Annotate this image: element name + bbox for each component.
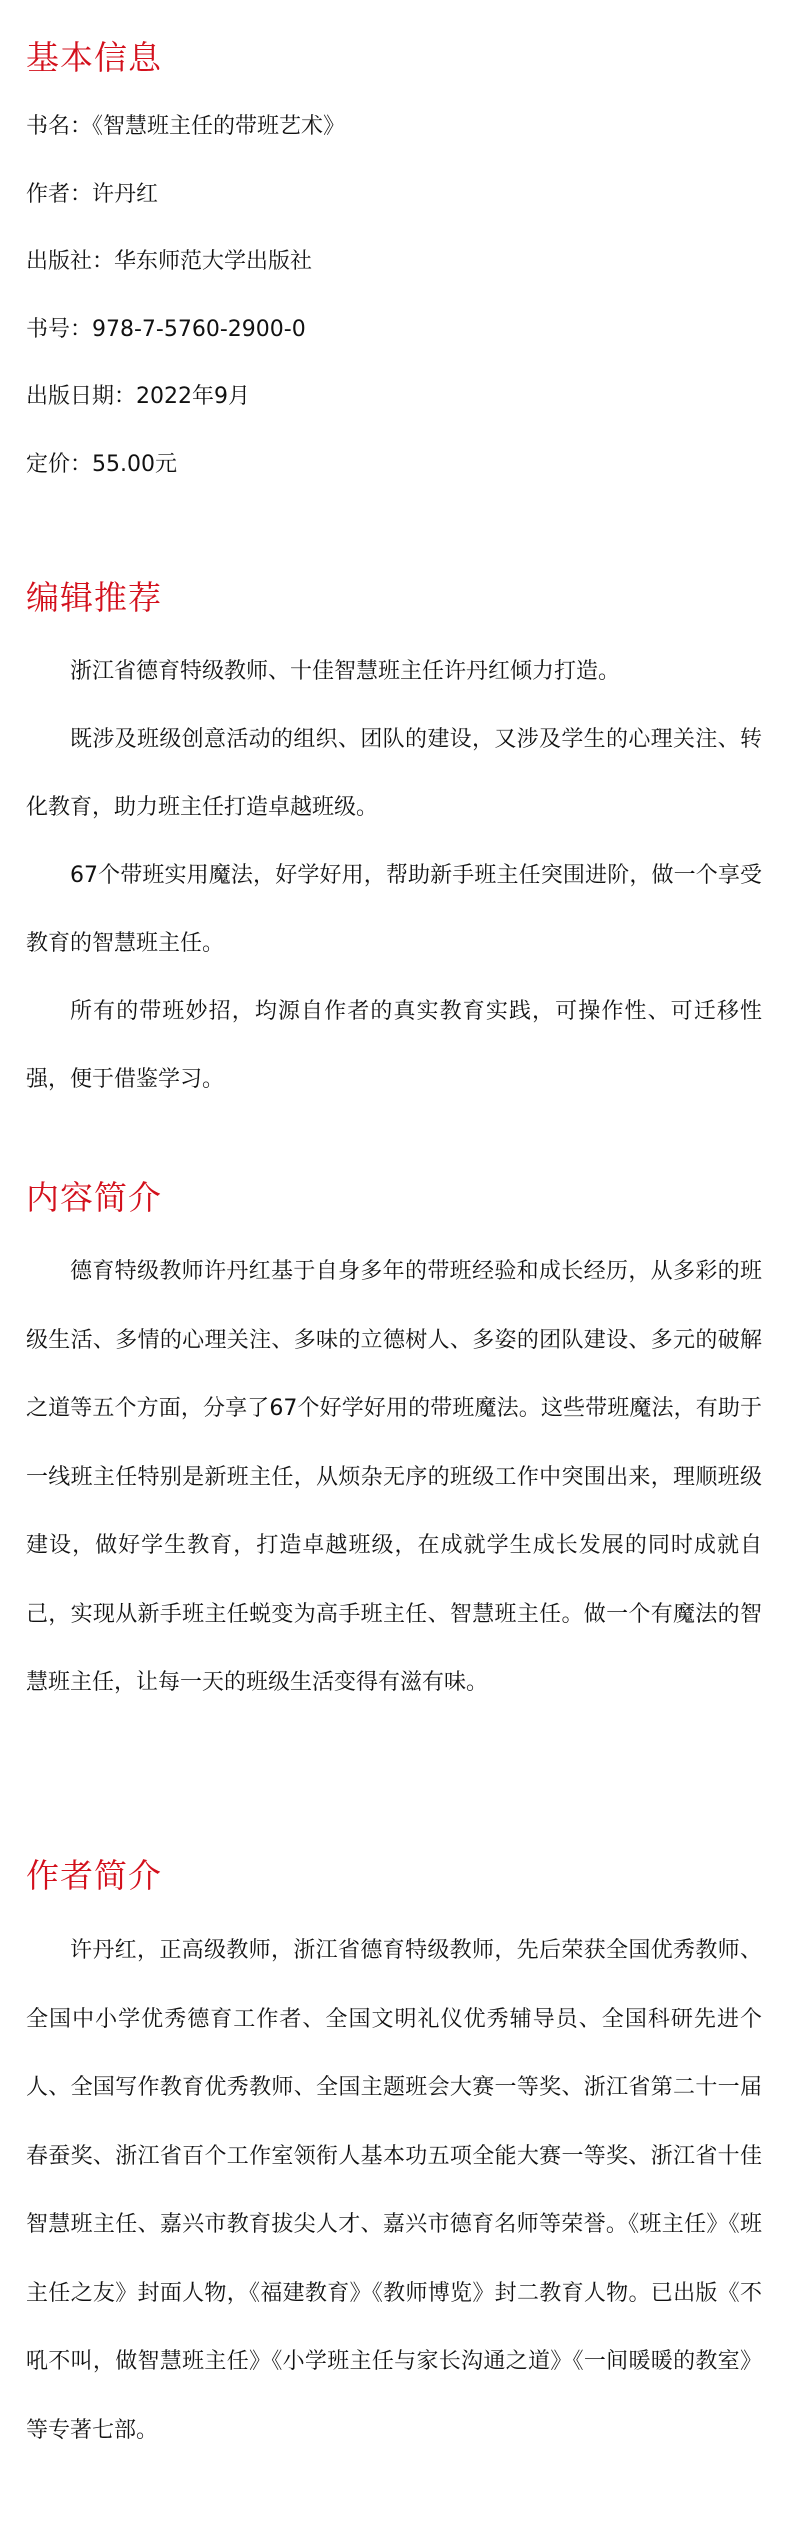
info-publisher: 出版社：华东师范大学出版社 (26, 249, 313, 274)
info-price: 定价：55.00元 (26, 452, 177, 477)
info-author: 作者：许丹红 (26, 182, 159, 207)
editor-recommend-paragraph: 所有的带班妙招，均源自作者的真实教育实践，可操作性、可迁移性强，便于借鉴学习。 (26, 999, 762, 1092)
editor-recommend-paragraph: 浙江省德育特级教师、十佳智慧班主任许丹红倾力打造。 (70, 659, 621, 684)
section-title-content-intro: 内容简介 (26, 1178, 162, 1217)
info-isbn: 书号：978-7-5760-2900-0 (26, 317, 306, 342)
section-title-basic-info: 基本信息 (26, 38, 162, 77)
editor-recommend-paragraph: 既涉及班级创意活动的组织、团队的建设，又涉及学生的心理关注、转化教育，助力班主任打造卓越班级。 (26, 727, 762, 820)
content-intro-paragraph: 德育特级教师许丹红基于自身多年的带班经验和成长经历，从多彩的班级生活、多情的心理关注、多味的立德树人、多姿的团队建设、多元的破解之道等五个方面，分享了67个好学好用的带班魔法。这些带班魔法，有助于一线班主任特别是新班主任，从烦杂无序的班级工作中突围出来，理顺班级建设，做好学生教育，打造卓越班级，在成就学生成长发展的同时成就自己，实现从新手班主任蜕变为高手班主任、智慧班主任。做一个有魔法的智慧班主任，让每一天的班级生活变得有滋有味。 (26, 1259, 762, 1695)
section-title-editor-recommend: 编辑推荐 (26, 578, 162, 617)
info-publish-date: 出版日期：2022年9月 (26, 384, 250, 409)
editor-recommend-paragraph: 67个带班实用魔法，好学好用，帮助新手班主任突围进阶，做一个享受教育的智慧班主任。 (26, 863, 762, 956)
info-book-title: 书名：《智慧班主任的带班艺术》 (26, 114, 346, 139)
author-intro-paragraph: 许丹红，正高级教师，浙江省德育特级教师，先后荣获全国优秀教师、全国中小学优秀德育工作者、全国文明礼仪优秀辅导员、全国科研先进个人、全国写作教育优秀教师、全国主题班会大赛一等奖、浙江省第二十一届春蚕奖、浙江省百个工作室领衔人基本功五项全能大赛一等奖、浙江省十佳智慧班主任、嘉兴市教育拔尖人才、嘉兴市德育名师等荣誉。《班主任》《班主任之友》封面人物，《福建教育》《教师博览》封二教育人物。已出版《不吼不叫，做智慧班主任》《小学班主任与家长沟通之道》《一间暖暖的教室》等专著七部。 (26, 1938, 762, 2443)
section-title-author-intro: 作者简介 (26, 1856, 162, 1895)
